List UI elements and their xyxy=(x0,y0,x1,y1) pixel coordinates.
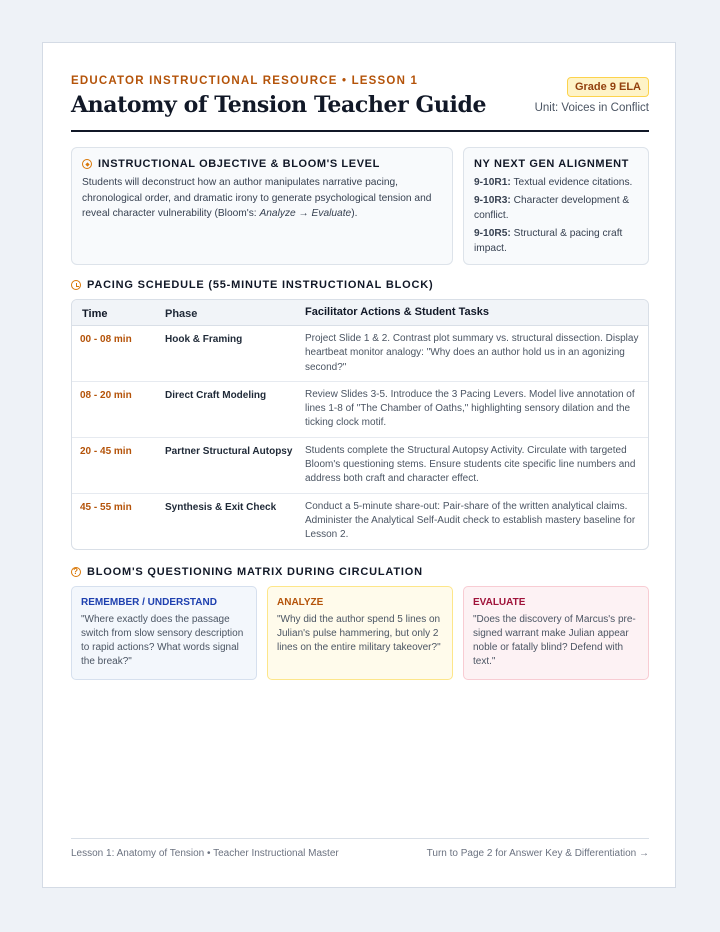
row-time: 45 - 55 min xyxy=(80,501,132,513)
row-time: 20 - 45 min xyxy=(80,445,132,457)
column-header-actions: Facilitator Actions & Student Tasks xyxy=(305,306,489,319)
bloom-card-remember xyxy=(71,586,257,680)
alignment-card xyxy=(463,147,649,265)
objective-text-after: ). xyxy=(351,208,358,219)
row-time: 08 - 20 min xyxy=(80,389,132,401)
pacing-heading-text: PACING SCHEDULE (55-MINUTE INSTRUCTIONAL BLOCK) xyxy=(87,279,434,291)
table-row xyxy=(72,382,648,438)
question-icon: ? xyxy=(71,567,81,577)
alignment-item xyxy=(474,193,638,223)
objective-text-italic: Analyze → Evaluate xyxy=(259,208,352,219)
row-actions: Conduct a 5-minute share-out: Pair-share of the written analytical claims. Administer the Analytical Self-Audit check to establish mastery baseline for Lesson 2. xyxy=(305,500,636,541)
row-actions: Review Slides 3-5. Introduce the 3 Pacing Levers. Model live annotation of lines 1-8 of "The Chamber of Oaths," highlighting sensory dilation and the ticking clock motif. xyxy=(305,388,635,429)
objective-text-before: Students will deconstruct how an author manipulates narrative pacing, chronological order, and dramatic irony to generate psychological tension and reveal character vulnerability (Bloom's: xyxy=(82,177,432,219)
alignment-heading: NY NEXT GEN ALIGNMENT xyxy=(474,158,629,170)
compass-icon xyxy=(82,159,92,169)
row-phase: Hook & Framing xyxy=(165,334,243,345)
bloom-heading-text: BLOOM'S QUESTIONING MATRIX DURING CIRCULATION xyxy=(87,565,423,578)
row-actions: Project Slide 1 & 2. Contrast plot summary vs. structural dissection. Display heartbeat monitor analogy: "Why does an author hold us in an agonizing second?" xyxy=(305,333,639,373)
bloom-level: ANALYZE xyxy=(277,596,324,608)
page-title: Anatomy of Tension Teacher Guide xyxy=(71,92,487,118)
bloom-question: "Why did the author spend 5 lines on Julian's pulse hammering, but only 2 lines on the entire military takeover?" xyxy=(277,613,441,653)
header-meta xyxy=(535,77,649,114)
objective-heading xyxy=(82,158,442,170)
alignment-code: 9-10R5: xyxy=(474,228,511,239)
objective-text xyxy=(82,175,442,222)
bloom-heading xyxy=(71,566,649,578)
bloom-question: "Where exactly does the passage switch from slow sensory description to rapid actions? What words signal the break?" xyxy=(81,613,244,668)
grade-badge: Grade 9 ELA xyxy=(567,77,649,97)
alignment-code: 9-10R1: xyxy=(474,177,511,188)
bloom-level: REMEMBER / UNDERSTAND xyxy=(81,596,217,608)
pacing-heading xyxy=(71,279,649,291)
bloom-level: EVALUATE xyxy=(473,596,526,608)
table-header xyxy=(72,300,648,326)
objective-card xyxy=(71,147,453,265)
bloom-question: "Does the discovery of Marcus's pre-signed warrant make Julian appear noble or fatally blind? Defend with text." xyxy=(473,613,636,668)
table-row xyxy=(72,494,648,549)
alignment-text: Textual evidence citations. xyxy=(510,177,633,188)
table-row xyxy=(72,326,648,382)
alignment-text: Character development & conflict. xyxy=(474,195,630,221)
row-actions: Students complete the Structural Autopsy Activity. Circulate with targeted Bloom's questioning stems. Ensure students cite specific line numbers and address both craft and character effect. xyxy=(305,444,636,485)
alignment-item xyxy=(474,175,638,190)
row-phase: Partner Structural Autopsy xyxy=(165,445,293,457)
alignment-code: 9-10R3: xyxy=(474,195,511,206)
bloom-card-analyze xyxy=(267,586,453,680)
row-time: 00 - 08 min xyxy=(80,334,132,345)
row-phase: Direct Craft Modeling xyxy=(165,389,267,401)
bloom-matrix xyxy=(71,586,649,680)
row-phase: Synthesis & Exit Check xyxy=(165,501,277,513)
page-footer xyxy=(71,838,649,859)
column-header-time: Time xyxy=(82,307,108,320)
pacing-table xyxy=(71,299,649,550)
document-page xyxy=(42,42,676,888)
column-header-phase: Phase xyxy=(165,307,198,320)
alignment-text: Structural & pacing craft impact. xyxy=(474,228,623,254)
table-row xyxy=(72,438,648,494)
top-cards xyxy=(71,147,649,265)
footer-left: Lesson 1: Anatomy of Tension • Teacher Instructional Master xyxy=(71,848,339,859)
title-divider xyxy=(71,130,649,132)
clock-icon xyxy=(71,280,81,290)
objective-heading-text: INSTRUCTIONAL OBJECTIVE & BLOOM'S LEVEL xyxy=(98,158,380,170)
alignment-item xyxy=(474,226,638,256)
bloom-card-evaluate xyxy=(463,586,649,680)
eyebrow-label: EDUCATOR INSTRUCTIONAL RESOURCE • LESSON 1 xyxy=(71,75,419,87)
header xyxy=(71,75,649,132)
footer-next-page-link[interactable]: Turn to Page 2 for Answer Key & Differentiation → xyxy=(426,848,649,859)
unit-label: Unit: Voices in Conflict xyxy=(534,102,649,114)
